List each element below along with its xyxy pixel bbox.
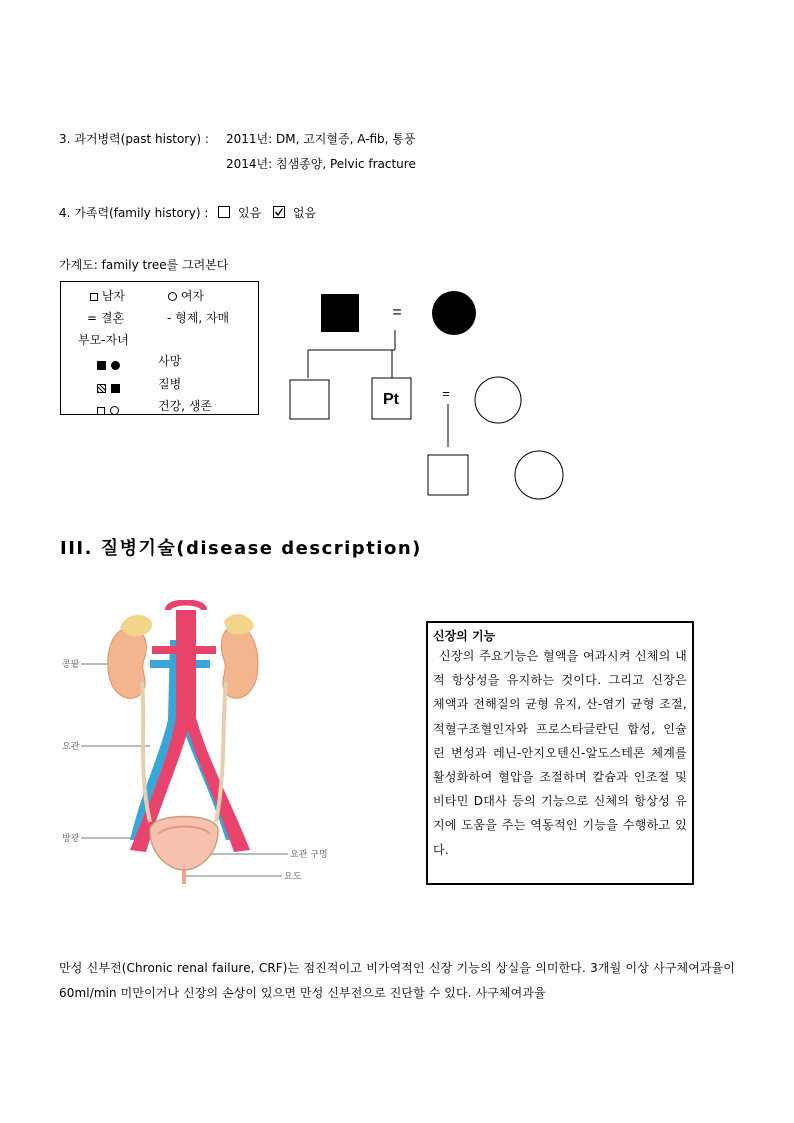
label-ureter: 요관 (62, 742, 80, 752)
legend-disease: 질병 (158, 377, 182, 391)
urinary-system-illustration (58, 600, 358, 890)
kidney-function-title: 신장의 기능 (433, 629, 496, 643)
patient-label: Pt (383, 391, 399, 408)
legend-deceased: 사망 (158, 354, 182, 368)
legend-sibling: - 형제, 자매 (167, 311, 230, 325)
label-ureter-opening: 요관 구멍 (290, 850, 328, 860)
label-urethra: 요도 (284, 872, 302, 882)
child-square (428, 455, 468, 495)
urethra (182, 868, 186, 884)
adrenal-right (224, 614, 254, 634)
past-history-label: 3. 과거병력(past history) : (59, 132, 209, 146)
kidney-function-box (426, 621, 694, 885)
mother-circle (432, 291, 476, 335)
past-history-2014: 2014년: 침샘종양, Pelvic fracture (226, 157, 416, 171)
father-square (321, 294, 359, 332)
crf-description: 만성 신부전(Chronic renal failure, CRF)는 점진적이고 비가역적인 신장 기능의 상실을 의미한다. 3개월 이상 사구체여과율이 60ml/min 미만이거나 신장의 손상이 있으면 만성 신부전으로 진단할 수 있다. 사구체여과율 (59, 961, 735, 1000)
kidney-function-body: 신장의 주요기능은 혈액을 여과시켜 신체의 내적 항상성을 유지하는 것이다. 그리고 신장은 체액과 전해질의 균형 유지, 산-염기 균형 조절, 적혈구조혈인자와 프로스타글란딘 합성, 인슐린 변성과 레닌-안지오텐신-알도스테론 체계를 활성화하여 혈압을 조절하며 칼슘과 인조절 및 비타민 D대사 등의 기능으로 신체의 항상성 유지에 도움을 주는 역동적인 기능을 수행하고 있다. (433, 649, 687, 857)
child-circle (515, 451, 563, 499)
label-bladder: 방광 (62, 834, 80, 844)
legend-parent-child: 부모-자녀 (78, 333, 129, 347)
family-tree-caption: 가계도: family tree를 그려본다 (59, 258, 229, 272)
past-history-2011: 2011년: DM, 고지혈증, A-fib, 통풍 (226, 132, 416, 146)
legend-female: 여자 (168, 287, 204, 304)
patient-marriage-sign: = (442, 386, 450, 401)
bladder (150, 817, 218, 871)
pedigree-diagram (0, 0, 794, 520)
family-history-label: 4. 가족력(family history) : (59, 206, 209, 220)
section-heading: III. 질병기술(disease description) (60, 538, 422, 559)
legend-healthy: 건강, 생존 (158, 399, 212, 413)
parents-marriage-sign: = (392, 304, 402, 321)
spouse-circle (475, 377, 521, 423)
sibling-square (290, 380, 329, 419)
option-no-label: 없음 (292, 206, 317, 220)
legend-marriage: = 결혼 (87, 311, 125, 325)
legend-male: 남자 (90, 287, 125, 304)
option-yes-label: 있음 (238, 206, 262, 220)
label-kidney: 콩팥 (62, 660, 80, 670)
